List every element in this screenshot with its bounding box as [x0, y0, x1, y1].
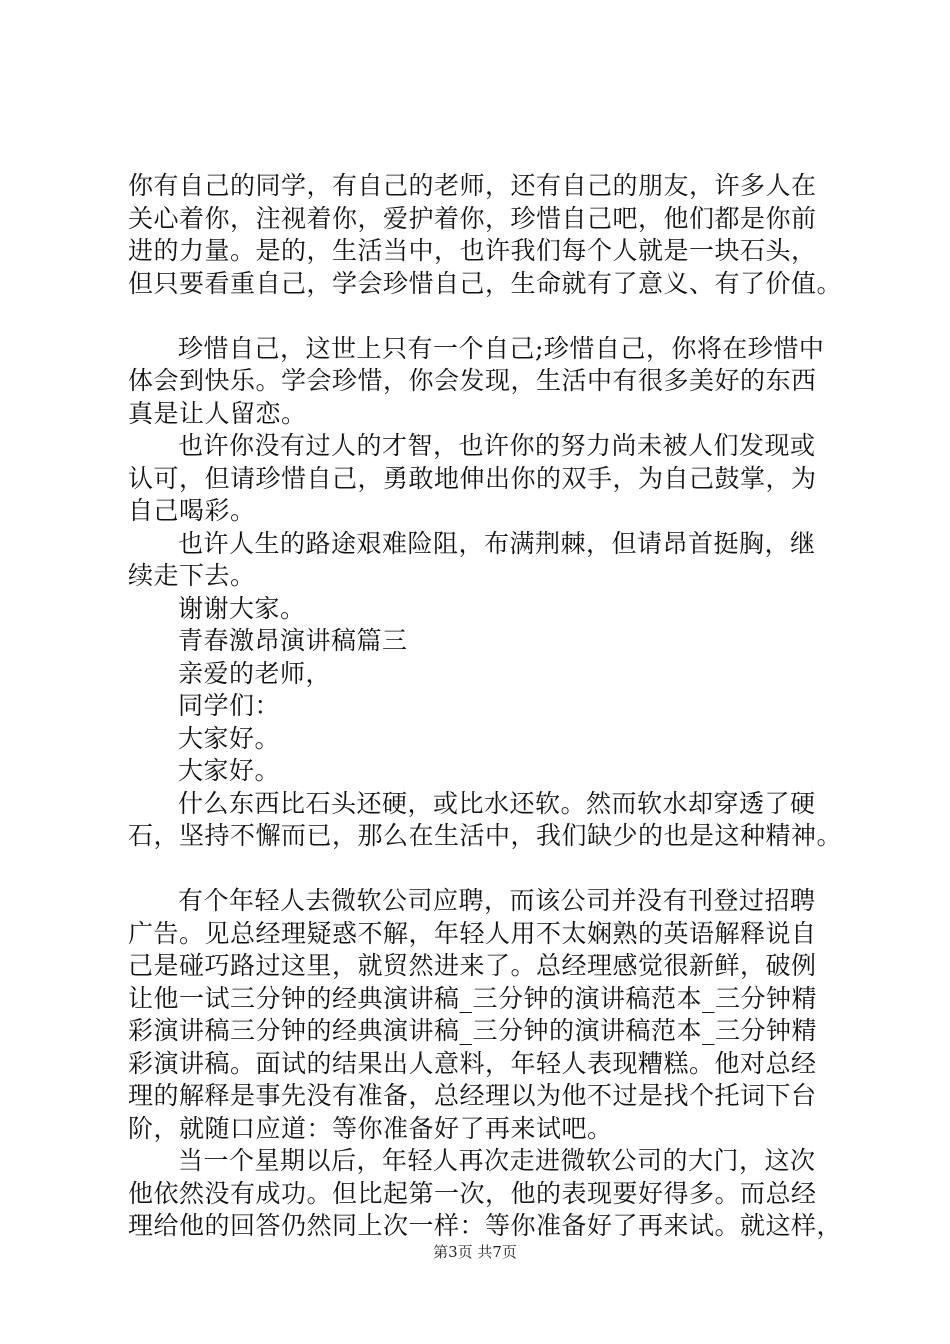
document-body	[128, 170, 843, 1243]
text-line: 珍惜自己，这世上只有一个自己;珍惜自己，你将在珍惜中	[178, 333, 825, 363]
paragraph	[128, 170, 843, 300]
page-number-footer: 第3页 共7页	[433, 1243, 517, 1261]
paragraph	[128, 430, 843, 528]
paragraph	[128, 333, 843, 431]
text-line: 但只要看重自己，学会珍惜自己，生命就有了意义、有了价值。	[128, 268, 843, 298]
closing-line: 谢谢大家。	[178, 593, 306, 623]
text-line: 也许你没有过人的才智，也许你的努力尚未被人们发现或	[178, 431, 816, 460]
paragraph	[128, 528, 843, 593]
text-line: 彩演讲稿三分钟的经典演讲稿_三分钟的演讲稿范本_三分钟精	[128, 1016, 818, 1045]
text-line: 理给他的回答仍然同上次一样：等你准备好了再来试。就这样，	[128, 1211, 843, 1240]
section-title: 青春激昂演讲稿篇三	[178, 626, 408, 655]
text-line: 体会到快乐。学会珍惜，你会发现，生活中有很多美好的东西	[128, 366, 817, 395]
greeting: 大家好。	[178, 723, 281, 753]
salutation: 亲爱的老师，	[178, 658, 332, 688]
text-line: 他依然没有成功。但比起第一次，他的表现要好得多。而总经	[128, 1178, 817, 1208]
text-line: 有个年轻人去微软公司应聘，而该公司并没有刊登过招聘	[178, 886, 816, 915]
text-line: 关心着你，注视着你，爱护着你，珍惜自己吧，他们都是你前	[128, 203, 817, 233]
text-line: 进的力量。是的，生活当中，也许我们每个人就是一块石头，	[128, 236, 817, 265]
text-line: 阶，就随口应道：等你准备好了再来试吧。	[128, 1113, 613, 1143]
text-line: 自己喝彩。	[128, 496, 256, 525]
text-line: 让他一试三分钟的经典演讲稿_三分钟的演讲稿范本_三分钟精	[128, 983, 818, 1013]
text-line: 石，坚持不懈而已，那么在生活中，我们缺少的也是这种精神。	[128, 821, 843, 850]
text-line: 什么东西比石头还硬，或比水还软。然而软水却穿透了硬	[178, 788, 816, 818]
greeting: 大家好。	[178, 756, 281, 785]
text-line: 真是让人留恋。	[128, 398, 307, 428]
text-line: 己是碰巧路过这里，就贸然进来了。总经理感觉很新鲜，破例	[128, 951, 817, 980]
text-line: 也许人生的路途艰难险阻，布满荆棘，但请昂首挺胸，继	[178, 528, 816, 558]
text-line: 当一个星期以后，年轻人再次走进微软公司的大门，这次	[178, 1146, 816, 1175]
text-line: 认可，但请珍惜自己，勇敢地伸出你的双手，为自己鼓掌，为	[128, 463, 817, 493]
text-line: 广告。见总经理疑惑不解，年轻人用不太娴熟的英语解释说自	[128, 918, 817, 948]
paragraph-gap	[128, 853, 843, 886]
paragraph	[128, 1145, 843, 1243]
paragraph	[128, 885, 843, 1145]
text-line: 理的解释是事先没有准备，总经理以为他不过是找个托词下台	[128, 1081, 817, 1110]
paragraph-gap	[128, 300, 843, 333]
text-line: 你有自己的同学，有自己的老师，还有自己的朋友，许多人在	[128, 171, 817, 200]
salutation: 同学们：	[178, 691, 281, 720]
text-line: 彩演讲稿。面试的结果出人意料，年轻人表现糟糕。他对总经	[128, 1048, 817, 1078]
paragraph	[128, 788, 843, 853]
text-line: 续走下去。	[128, 561, 256, 590]
